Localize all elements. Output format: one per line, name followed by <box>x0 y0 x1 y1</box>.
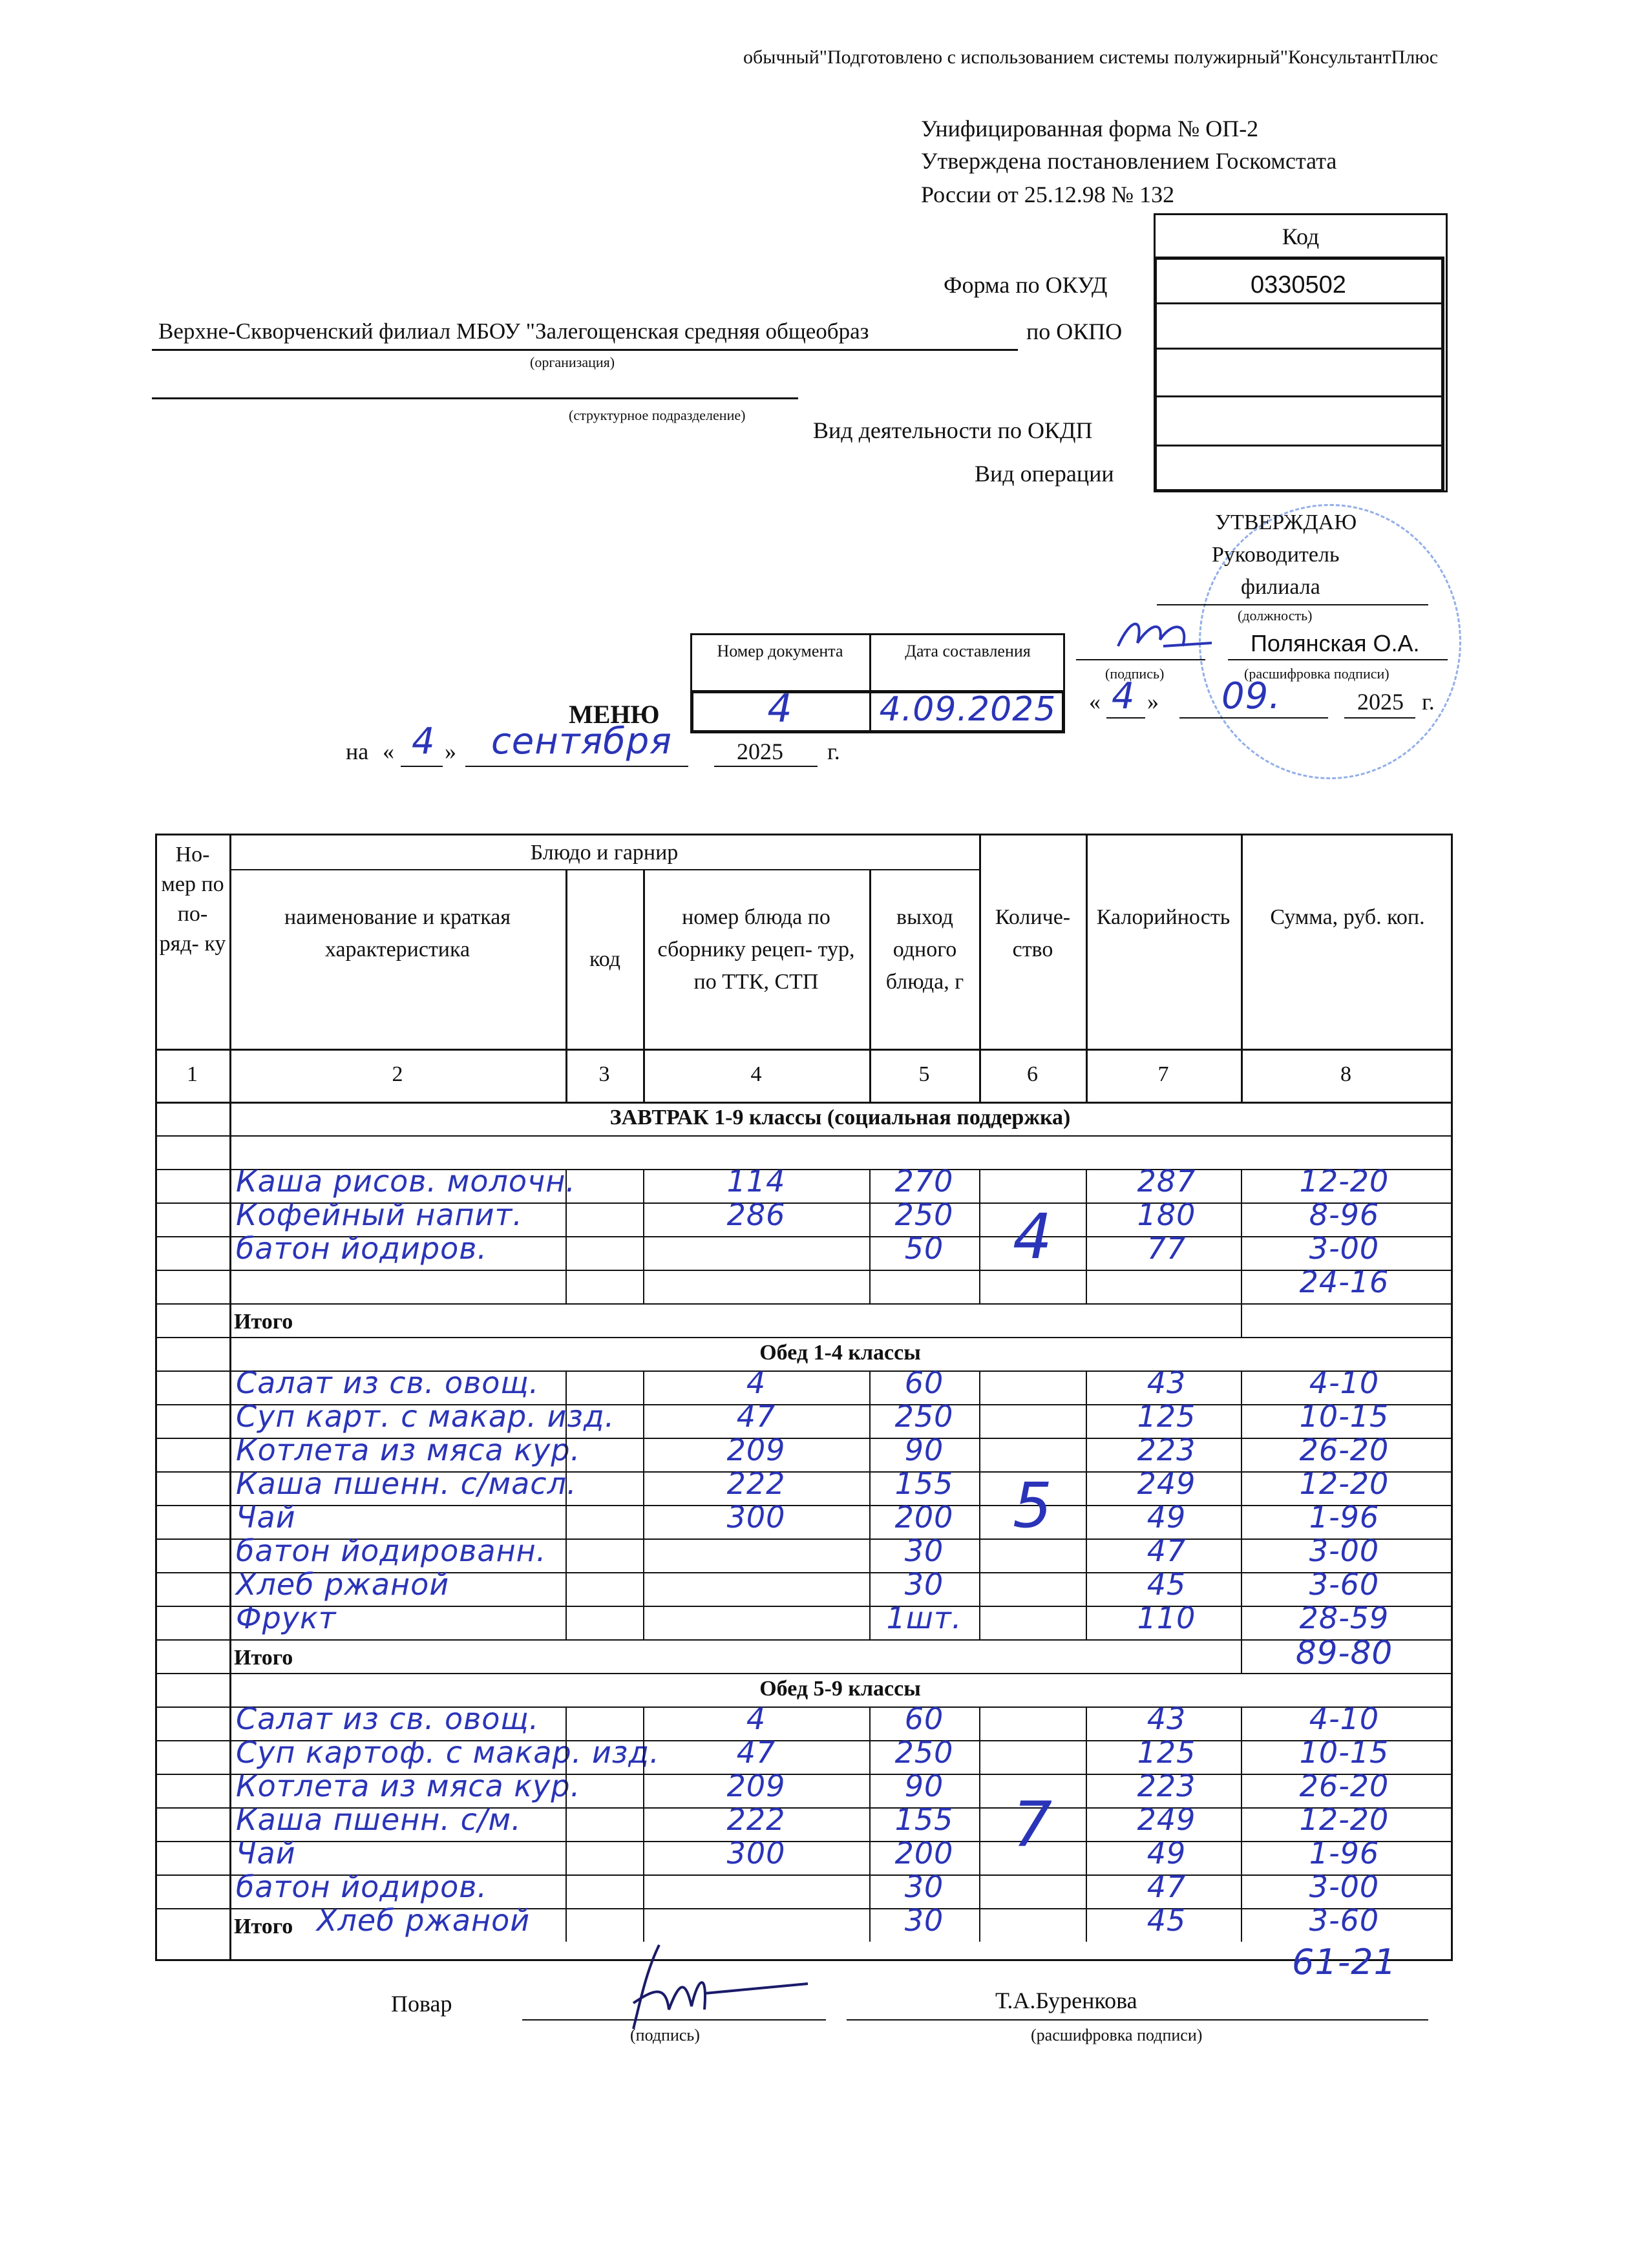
dish-name: Фрукт <box>236 1601 337 1635</box>
dish-name: батон йодиров. <box>236 1231 488 1266</box>
portion-output: 200 <box>894 1500 954 1535</box>
dish-name: Чай <box>236 1836 296 1871</box>
section-total: 89-80 <box>1295 1634 1393 1672</box>
recipe-number: 209 <box>726 1433 786 1467</box>
price-sum: 26-20 <box>1299 1433 1389 1467</box>
approval-date-close: » <box>1147 689 1159 715</box>
dish-name: батон йодиров. <box>236 1869 488 1904</box>
price-sum: 3-00 <box>1309 1231 1380 1266</box>
price-sum: 12-20 <box>1299 1164 1389 1199</box>
price-sum: 12-20 <box>1299 1802 1389 1837</box>
form-id-line3: России от 25.12.98 № 132 <box>921 182 1175 207</box>
calories: 43 <box>1146 1701 1187 1736</box>
price-sum: 3-60 <box>1309 1567 1380 1602</box>
approval-title: УТВЕРЖДАЮ <box>1215 510 1357 534</box>
portion-output: 30 <box>904 1533 944 1568</box>
calories: 249 <box>1137 1466 1196 1501</box>
doc-date: 4.09.2025 <box>879 690 1057 729</box>
code-header: Код <box>1282 224 1320 249</box>
organization-name: Верхне-Скворченский филиал МБОУ "Залегощенская средняя общеобраз <box>158 319 869 344</box>
approval-day: 4 <box>1112 675 1136 717</box>
dish-name: Салат из св. овощ. <box>236 1701 540 1736</box>
col-number-2: 2 <box>392 1062 403 1086</box>
calories: 125 <box>1137 1399 1196 1434</box>
portion-output: 30 <box>904 1869 944 1904</box>
recipe-number: 114 <box>726 1164 786 1199</box>
quantity: 7 <box>1012 1789 1053 1861</box>
operation-label: Вид операции <box>975 461 1114 487</box>
portion-output: 60 <box>904 1701 944 1736</box>
price-sum: 4-10 <box>1309 1701 1380 1736</box>
recipe-number: 300 <box>726 1500 786 1535</box>
col-number-8: 8 <box>1340 1062 1351 1086</box>
dish-name: Котлета из мяса кур. <box>236 1433 581 1467</box>
recipe-number: 300 <box>726 1836 786 1871</box>
recipe-number: 286 <box>726 1197 786 1232</box>
okdp-label: Вид деятельности по ОКДП <box>813 417 1093 443</box>
price-sum: 10-15 <box>1299 1399 1389 1434</box>
approval-position: филиала <box>1241 575 1320 599</box>
col-number-4: 4 <box>750 1062 762 1086</box>
price-sum: 12-20 <box>1299 1466 1389 1501</box>
col4-header: номер блюда по сборнику рецеп- тур, по ТТК, СТП <box>657 905 855 994</box>
portion-output: 155 <box>894 1802 954 1837</box>
quantity: 5 <box>1012 1469 1053 1542</box>
col7-header: Калорийность <box>1096 905 1231 929</box>
dish-name: Кофейный напит. <box>236 1197 523 1232</box>
total-label: Итого <box>234 1646 293 1670</box>
col1-header: Но- мер по по- ряд- ку <box>159 843 226 956</box>
portion-output: 50 <box>904 1231 944 1266</box>
dish-name: Салат из св. овощ. <box>236 1365 540 1400</box>
menu-on-label: на <box>346 739 369 764</box>
price-sum: 3-60 <box>1309 1903 1380 1938</box>
col5-header: выход одного блюда, г <box>885 905 964 994</box>
header-note: обычный"Подготовлено с использованием системы полужирный"КонсультантПлюс <box>743 47 1439 68</box>
section-title: Обед 1-4 классы <box>759 1341 921 1365</box>
price-sum: 24-16 <box>1299 1265 1389 1299</box>
col2-header: наименование и краткая характеристика <box>284 905 511 961</box>
recipe-number: 209 <box>726 1769 786 1803</box>
total-label: Итого <box>234 1915 293 1938</box>
price-sum: 4-10 <box>1309 1365 1380 1400</box>
col-number-1: 1 <box>187 1062 198 1086</box>
approval-date-open: « <box>1089 689 1101 715</box>
menu-title: МЕНЮ <box>569 700 660 729</box>
portion-output: 1шт. <box>886 1601 962 1635</box>
dish-name: Хлеб ржаной <box>317 1903 531 1938</box>
okpo-label: по ОКПО <box>1026 319 1123 344</box>
price-sum: 10-15 <box>1299 1735 1389 1770</box>
calories: 45 <box>1146 1567 1187 1602</box>
calories: 45 <box>1146 1903 1187 1938</box>
dish-name: батон йодированн. <box>236 1533 547 1568</box>
portion-output: 250 <box>894 1197 954 1232</box>
calories: 47 <box>1146 1533 1187 1568</box>
doc-number: 4 <box>767 686 793 731</box>
col-number-5: 5 <box>918 1062 930 1086</box>
price-sum: 1-96 <box>1309 1836 1380 1871</box>
col6-header: Количе- ство <box>995 905 1071 961</box>
dish-group-header: Блюдо и гарнир <box>530 841 679 865</box>
menu-year-suffix: г. <box>827 739 840 764</box>
subdivision-caption: (структурное подразделение) <box>569 407 746 423</box>
portion-output: 200 <box>894 1836 954 1871</box>
recipe-number: 4 <box>746 1701 766 1736</box>
calories: 43 <box>1146 1365 1187 1400</box>
portion-output: 30 <box>904 1903 944 1938</box>
recipe-number: 4 <box>746 1365 766 1400</box>
dish-name: Хлеб ржаной <box>236 1567 450 1602</box>
form-id-line2: Утверждена постановлением Госкомстата <box>921 148 1337 174</box>
position-caption: (должность) <box>1238 607 1313 624</box>
menu-date-open: « <box>383 739 394 764</box>
calories: 287 <box>1137 1164 1196 1199</box>
cook-signature-caption: (подпись) <box>630 2026 700 2044</box>
col-number-3: 3 <box>598 1062 610 1086</box>
calories: 110 <box>1137 1601 1196 1635</box>
price-sum: 3-00 <box>1309 1869 1380 1904</box>
menu-day: 4 <box>412 720 436 762</box>
approval-year: 2025 <box>1357 689 1404 715</box>
portion-output: 90 <box>904 1433 944 1467</box>
col-number-6: 6 <box>1027 1062 1038 1086</box>
doc-date-header: Дата составления <box>905 642 1031 660</box>
approval-month: 09. <box>1221 675 1282 717</box>
cook-signature-icon <box>620 1932 814 2035</box>
cook-name: Т.А.Буренкова <box>995 1988 1137 2013</box>
col-number-7: 7 <box>1157 1062 1169 1086</box>
cook-label: Повар <box>391 1991 452 2017</box>
menu-year: 2025 <box>737 739 783 764</box>
approval-name: Полянская О.А. <box>1251 630 1420 656</box>
calories: 49 <box>1146 1500 1187 1535</box>
organization-caption: (организация) <box>530 354 615 370</box>
calories: 49 <box>1146 1836 1187 1871</box>
recipe-number: 222 <box>726 1466 786 1501</box>
recipe-number: 47 <box>736 1735 776 1770</box>
quantity: 4 <box>1012 1201 1053 1273</box>
recipe-number: 222 <box>726 1802 786 1837</box>
okud-value: 0330502 <box>1251 271 1346 299</box>
portion-output: 250 <box>894 1399 954 1434</box>
dish-name: Каша рисов. молочн. <box>236 1164 576 1199</box>
calories: 47 <box>1146 1869 1187 1904</box>
approval-role: Руководитель <box>1212 543 1340 567</box>
col8-header: Сумма, руб. коп. <box>1270 905 1425 929</box>
portion-output: 30 <box>904 1567 944 1602</box>
total-label: Итого <box>234 1310 293 1334</box>
portion-output: 155 <box>894 1466 954 1501</box>
doc-number-header: Номер документа <box>717 642 843 660</box>
calories: 77 <box>1146 1231 1187 1266</box>
price-sum: 3-00 <box>1309 1533 1380 1568</box>
dish-name: Каша пшенн. с/м. <box>236 1802 522 1837</box>
menu-month: сентября <box>491 720 672 762</box>
dish-name: Чай <box>236 1500 296 1535</box>
price-sum: 28-59 <box>1299 1601 1389 1635</box>
cook-name-caption: (расшифровка подписи) <box>1031 2026 1203 2044</box>
price-sum: 8-96 <box>1309 1197 1380 1232</box>
calories: 223 <box>1137 1433 1196 1467</box>
section-title: ЗАВТРАК 1-9 классы (социальная поддержка) <box>609 1106 1071 1129</box>
form-id-line1: Унифицированная форма № ОП-2 <box>921 116 1259 142</box>
price-sum: 1-96 <box>1309 1500 1380 1535</box>
calories: 180 <box>1137 1197 1196 1232</box>
portion-output: 270 <box>894 1164 954 1199</box>
calories: 249 <box>1137 1802 1196 1837</box>
recipe-number: 47 <box>736 1399 776 1434</box>
dish-name: Каша пшенн. с/масл. <box>236 1466 577 1501</box>
price-sum: 26-20 <box>1299 1769 1389 1803</box>
dish-name: Котлета из мяса кур. <box>236 1769 581 1803</box>
dish-name: Суп карт. с макар. изд. <box>236 1399 615 1434</box>
portion-output: 60 <box>904 1365 944 1400</box>
approval-signature-caption: (подпись) <box>1105 666 1165 682</box>
calories: 125 <box>1137 1735 1196 1770</box>
col3-header: код <box>589 947 621 971</box>
section-title: Обед 5-9 классы <box>759 1677 921 1701</box>
dish-name: Суп картоф. с макар. изд. <box>236 1735 660 1770</box>
portion-output: 250 <box>894 1735 954 1770</box>
calories: 223 <box>1137 1769 1196 1803</box>
approval-year-suffix: г. <box>1422 689 1435 715</box>
approval-signature-icon <box>1112 611 1215 662</box>
portion-output: 90 <box>904 1769 944 1803</box>
section-total: 61-21 <box>1292 1942 1397 1982</box>
approval-name-caption: (расшифровка подписи) <box>1244 666 1389 682</box>
menu-date-close: » <box>445 739 456 764</box>
okud-label: Форма по ОКУД <box>944 272 1108 298</box>
